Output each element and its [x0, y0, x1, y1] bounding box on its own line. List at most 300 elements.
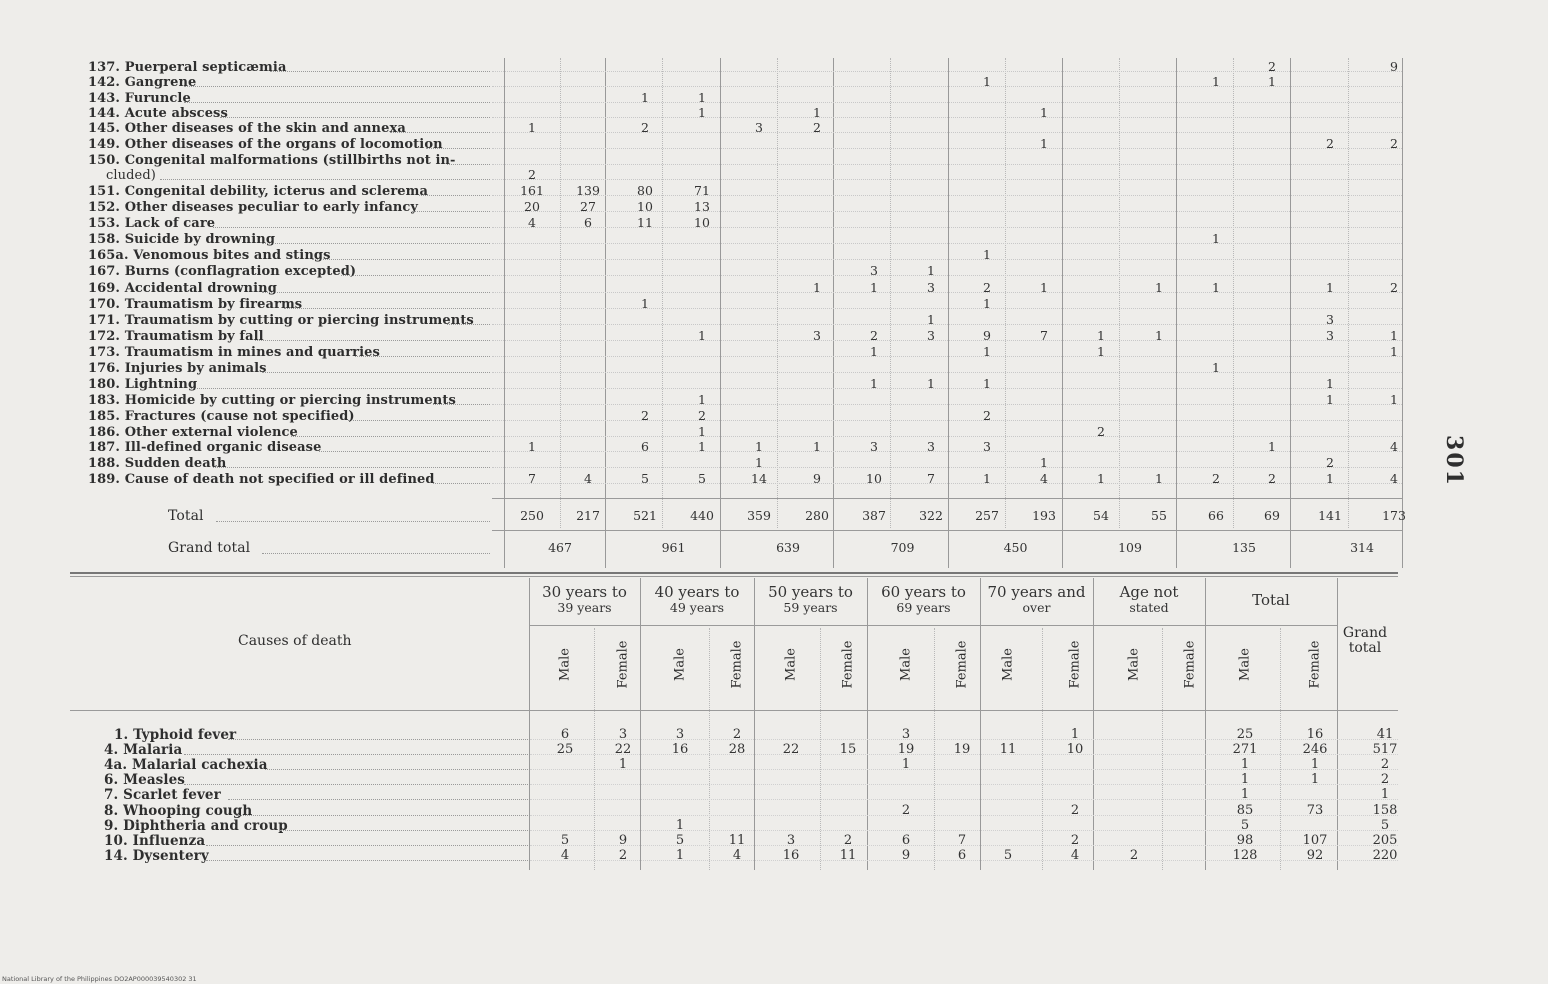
cell-value: 1: [1390, 328, 1398, 343]
total-value: 69: [1264, 508, 1280, 523]
age-group-title: 40 years to: [654, 583, 740, 601]
cell-value: 10: [866, 471, 882, 486]
cell-value: 9: [618, 833, 628, 848]
cell-value: 1: [870, 376, 878, 391]
cell-value: 10: [694, 215, 710, 230]
cell-value: 3: [927, 439, 935, 454]
female-column-header: Female: [729, 640, 745, 689]
group-separator: [1093, 578, 1094, 870]
column-separator: [720, 58, 721, 568]
cause-label: 145. Other diseases of the skin and annexa: [88, 121, 406, 136]
sex-separator: [1280, 628, 1281, 870]
grand-total-label: Grand total: [168, 540, 251, 556]
age-group-header: [1093, 585, 1205, 615]
total-value: 54: [1093, 508, 1109, 523]
cell-value: 4: [732, 848, 742, 863]
cell-value: 1: [983, 247, 991, 262]
dot-leader: [160, 179, 490, 180]
cause-label: 144. Acute abscess: [88, 106, 228, 121]
cell-value: 73: [1306, 803, 1324, 818]
age-group-subtitle: stated: [1129, 600, 1169, 615]
header-bottom-rule: [70, 710, 1398, 711]
grand-total-value: 709: [890, 540, 915, 555]
cell-value: 1: [870, 344, 878, 359]
sex-separator: [1162, 628, 1163, 870]
dot-leader: [236, 815, 528, 816]
cause-label: 189. Cause of death not specified or ill defined: [88, 472, 435, 487]
dot-leader: [228, 739, 528, 740]
row-dots: [492, 164, 1402, 165]
cell-value: 1: [641, 90, 649, 105]
cell-value: 71: [694, 183, 710, 198]
cell-value: 1: [983, 471, 991, 486]
column-separator: [504, 58, 505, 568]
dot-leader: [433, 483, 490, 484]
dot-leader: [447, 324, 490, 325]
cell-value: 1: [1240, 772, 1250, 787]
column-separator: [560, 58, 561, 528]
cell-value: 1: [1212, 231, 1220, 246]
cell-value: 1: [698, 105, 706, 120]
cell-value: 139: [576, 183, 600, 198]
age-group-title: Total: [1252, 591, 1290, 609]
cell-value: 7: [927, 471, 935, 486]
cell-value: 2: [1070, 803, 1080, 818]
grand-total-rule: [492, 530, 1402, 531]
female-column-header: Female: [1182, 640, 1198, 689]
cause-label: 158. Suicide by drowning: [88, 232, 276, 247]
cell-value: 11: [728, 833, 746, 848]
cell-value: 16: [671, 742, 689, 757]
cell-value: 1: [1268, 439, 1276, 454]
cell-value: 10: [637, 199, 653, 214]
cell-value: 1: [927, 263, 935, 278]
cell-value: 1: [1240, 787, 1250, 802]
cell-value: 1: [1040, 280, 1048, 295]
cell-value: 246: [1302, 742, 1328, 757]
cause-label: 7. Scarlet fever: [104, 787, 221, 803]
group-separator: [1205, 578, 1206, 870]
cell-value: 5: [560, 833, 570, 848]
column-separator: [1119, 58, 1120, 528]
cell-value: 1: [927, 312, 935, 327]
cell-value: 11: [637, 215, 653, 230]
cell-value: 1: [813, 280, 821, 295]
cell-value: 80: [637, 183, 653, 198]
cell-value: 1: [1310, 757, 1320, 772]
dot-leader: [262, 553, 490, 554]
cause-label: 173. Traumatism in mines and quarries: [88, 345, 380, 360]
cause-label: 8. Whooping cough: [104, 803, 253, 819]
dot-leader: [355, 356, 490, 357]
sex-separator: [1042, 628, 1043, 870]
group-underline: [1205, 625, 1337, 626]
total-label: Total: [168, 508, 204, 524]
grand-total-value: 961: [661, 540, 686, 555]
row-dots: [530, 784, 1398, 785]
cell-value: 22: [614, 742, 632, 757]
group-separator: [867, 578, 868, 870]
cell-value: 6: [584, 215, 592, 230]
age-group-header: [980, 585, 1093, 615]
group-separator: [1337, 578, 1338, 870]
dot-leader: [213, 227, 490, 228]
dot-leader: [419, 195, 490, 196]
total-value: 173: [1382, 508, 1406, 523]
total-value: 280: [805, 508, 829, 523]
row-dots: [530, 769, 1398, 770]
cell-value: 7: [957, 833, 967, 848]
cell-value: 1: [1268, 74, 1276, 89]
column-separator: [1176, 58, 1177, 568]
age-group-subtitle: 69 years: [896, 600, 951, 615]
cell-value: 271: [1232, 742, 1258, 757]
cell-value: 1: [698, 328, 706, 343]
row-dots: [492, 356, 1402, 357]
cell-value: 3: [870, 263, 878, 278]
cell-value: 1: [1097, 328, 1105, 343]
cause-label: 185. Fractures (cause not specified): [88, 409, 355, 424]
cell-value: 1: [1097, 471, 1105, 486]
age-group-title: Age not: [1119, 583, 1179, 601]
cell-value: 7: [1040, 328, 1048, 343]
cell-value: 19: [897, 742, 915, 757]
cell-value: 9: [1390, 59, 1398, 74]
page-number: 301: [1440, 435, 1467, 487]
dot-leader: [280, 830, 528, 831]
cell-value: 1: [618, 757, 628, 772]
row-dots: [530, 815, 1398, 816]
dot-leader: [341, 275, 491, 276]
cell-value: 25: [1236, 727, 1254, 742]
cell-value: 2: [1268, 59, 1276, 74]
dot-leader: [213, 467, 490, 468]
cell-value: 4: [528, 215, 536, 230]
male-column-header: Male: [1000, 648, 1016, 681]
cell-value: 3: [618, 727, 628, 742]
cell-value: 158: [1372, 803, 1398, 818]
cause-label: 180. Lightning: [88, 377, 198, 392]
cell-value: 11: [999, 742, 1017, 757]
female-column-header: Female: [954, 640, 970, 689]
cell-value: 1: [983, 74, 991, 89]
cell-value: 2: [1380, 772, 1390, 787]
dot-leader: [184, 86, 490, 87]
age-group-header: [529, 585, 640, 615]
male-column-header: Male: [898, 648, 914, 681]
cell-value: 4: [1040, 471, 1048, 486]
cause-label: 9. Diphtheria and croup: [104, 818, 288, 834]
row-dots: [492, 404, 1402, 405]
cell-value: 128: [1232, 848, 1258, 863]
age-group-header: [754, 585, 867, 615]
cell-value: 1: [1390, 392, 1398, 407]
cell-value: 7: [528, 471, 536, 486]
age-group-title: 30 years to: [542, 583, 627, 601]
dot-leader: [284, 308, 490, 309]
total-value: 322: [919, 508, 943, 523]
cell-value: 3: [927, 280, 935, 295]
cause-label: 150. Congenital malformations (stillbirths not in-: [88, 153, 456, 168]
cause-label: 183. Homicide by cutting or piercing instruments: [88, 393, 456, 408]
cell-value: 19: [953, 742, 971, 757]
cell-value: 161: [520, 183, 544, 198]
cell-value: 2: [1070, 833, 1080, 848]
cell-value: 9: [901, 848, 911, 863]
cell-value: 9: [983, 328, 991, 343]
cell-value: 107: [1302, 833, 1328, 848]
total-value: 387: [862, 508, 886, 523]
male-column-header: Male: [783, 648, 799, 681]
dot-leader: [412, 211, 491, 212]
grand-total-header: [1342, 626, 1388, 656]
cell-value: 20: [524, 199, 540, 214]
cell-value: 1: [1326, 376, 1334, 391]
cell-value: 2: [983, 408, 991, 423]
total-value: 359: [747, 508, 771, 523]
cell-value: 15: [839, 742, 857, 757]
cell-value: 1: [870, 280, 878, 295]
age-group-header: [640, 585, 754, 615]
cell-value: 6: [901, 833, 911, 848]
sex-separator: [820, 628, 821, 870]
grand-total-value: 639: [776, 540, 800, 555]
grand-total-header-line2: total: [1348, 640, 1382, 656]
male-column-header: Male: [557, 648, 573, 681]
cause-label: 171. Traumatism by cutting or piercing instruments: [88, 313, 474, 328]
age-group-header: [867, 585, 980, 615]
cell-value: 1: [1326, 392, 1334, 407]
cell-value: 5: [1240, 818, 1250, 833]
cause-label: 169. Accidental drowning: [88, 281, 277, 296]
cell-value: 1: [528, 439, 536, 454]
cell-value: 1: [1097, 344, 1105, 359]
cell-value: 1: [983, 296, 991, 311]
cell-value: 1: [813, 439, 821, 454]
cell-value: 1: [927, 376, 935, 391]
cause-label: 142. Gangrene: [88, 75, 197, 90]
cell-value: 220: [1372, 848, 1398, 863]
dot-leader: [447, 164, 490, 165]
group-separator: [529, 578, 530, 870]
cause-label: 6. Measles: [104, 772, 185, 788]
cell-value: 1: [901, 757, 911, 772]
cell-value: 2: [843, 833, 853, 848]
cell-value: 1: [1212, 360, 1220, 375]
cell-value: 2: [813, 120, 821, 135]
cause-label: 151. Congenital debility, icterus and sclerema: [88, 184, 429, 199]
cell-value: 2: [1390, 280, 1398, 295]
cell-value: 2: [1212, 471, 1220, 486]
cell-value: 3: [813, 328, 821, 343]
cause-label: 1. Typhoid fever: [114, 727, 237, 743]
grand-total-value: 467: [548, 540, 572, 555]
row-dots: [492, 179, 1402, 180]
female-column-header: Female: [1307, 640, 1323, 689]
row-dots: [492, 372, 1402, 373]
cell-value: 5: [1003, 848, 1013, 863]
dot-leader: [184, 754, 528, 755]
total-value: 193: [1032, 508, 1056, 523]
cell-value: 16: [782, 848, 800, 863]
female-column-header: Female: [1067, 640, 1083, 689]
cell-value: 1: [698, 90, 706, 105]
cell-value: 3: [1326, 312, 1334, 327]
cell-value: 4: [560, 848, 570, 863]
cell-value: 3: [870, 439, 878, 454]
cell-value: 6: [957, 848, 967, 863]
female-column-header: Female: [840, 640, 856, 689]
cell-value: 3: [983, 439, 991, 454]
total-value: 141: [1318, 508, 1342, 523]
cell-value: 1: [1040, 105, 1048, 120]
cell-value: 98: [1236, 833, 1254, 848]
total-rule: [492, 498, 1402, 499]
cause-label: 143. Furuncle: [88, 91, 191, 106]
male-column-header: Male: [672, 648, 688, 681]
column-separator: [1290, 58, 1291, 568]
dot-leader: [184, 102, 490, 103]
group-separator: [640, 578, 641, 870]
cell-value: 1: [983, 344, 991, 359]
row-dots: [492, 436, 1402, 437]
female-column-header: Female: [615, 640, 631, 689]
cell-value: 1: [698, 439, 706, 454]
cell-value: 2: [1097, 424, 1105, 439]
cell-value: 10: [1066, 742, 1084, 757]
cell-value: 1: [675, 848, 685, 863]
age-group-subtitle: 59 years: [783, 600, 838, 615]
sex-separator: [594, 628, 595, 870]
cause-label: 10. Influenza: [104, 833, 206, 849]
total-value: 521: [633, 508, 657, 523]
cause-label: 153. Lack of care: [88, 216, 216, 231]
cell-value: 3: [901, 727, 911, 742]
dot-leader: [433, 404, 490, 405]
causes-of-death-header: Causes of death: [238, 633, 352, 649]
cause-label: 149. Other diseases of the organs of locomotion: [88, 137, 443, 152]
cell-value: 4: [1070, 848, 1080, 863]
grand-total-value: 135: [1232, 540, 1256, 555]
cell-value: 2: [618, 848, 628, 863]
grand-total-header-line1: Grand: [1342, 625, 1388, 641]
cell-value: 1: [698, 392, 706, 407]
age-group-subtitle: 39 years: [557, 600, 612, 615]
age-group-header: [1205, 585, 1337, 608]
cell-value: 1: [1040, 136, 1048, 151]
age-group-title: 60 years to: [881, 583, 966, 601]
cell-value: 11: [839, 848, 857, 863]
cell-value: 3: [675, 727, 685, 742]
cell-value: 1: [1040, 455, 1048, 470]
total-value: 440: [690, 508, 714, 523]
cell-value: 2: [1326, 136, 1334, 151]
cause-label: 137. Puerperal septicæmia: [88, 60, 287, 75]
cell-value: 2: [732, 727, 742, 742]
dot-leader: [270, 71, 491, 72]
group-underline: [980, 625, 1093, 626]
cell-value: 41: [1376, 727, 1394, 742]
column-separator: [605, 58, 606, 568]
cell-value: 3: [755, 120, 763, 135]
cell-value: 6: [560, 727, 570, 742]
table-divider: [70, 576, 1398, 577]
cell-value: 25: [556, 742, 574, 757]
age-group-title: 70 years and: [987, 583, 1086, 601]
cell-value: 1: [698, 424, 706, 439]
cell-value: 5: [698, 471, 706, 486]
cell-value: 13: [694, 199, 710, 214]
cell-value: 3: [786, 833, 796, 848]
grand-total-value: 314: [1350, 540, 1374, 555]
total-value: 66: [1208, 508, 1224, 523]
cell-value: 22: [782, 742, 800, 757]
cell-value: 85: [1236, 803, 1254, 818]
cell-value: 5: [675, 833, 685, 848]
dot-leader: [206, 845, 528, 846]
dot-leader: [262, 243, 490, 244]
cell-value: 205: [1372, 833, 1398, 848]
cell-value: 1: [1070, 727, 1080, 742]
cell-value: 3: [1326, 328, 1334, 343]
sex-separator: [709, 628, 710, 870]
cause-label: 4a. Malarial cachexia: [104, 757, 268, 773]
male-column-header: Male: [1237, 648, 1253, 681]
cell-value: 2: [870, 328, 878, 343]
cause-label: 4. Malaria: [104, 742, 183, 758]
cell-value: 4: [1390, 471, 1398, 486]
age-group-subtitle: over: [1022, 600, 1051, 615]
total-value: 257: [975, 508, 999, 523]
cause-label: 170. Traumatism by firearms: [88, 297, 303, 312]
dot-leader: [262, 372, 490, 373]
cell-value: 1: [983, 376, 991, 391]
cell-value: 4: [584, 471, 592, 486]
total-value: 217: [576, 508, 600, 523]
dot-leader: [255, 340, 490, 341]
cell-value: 2: [901, 803, 911, 818]
cell-value: 1: [1155, 328, 1163, 343]
row-dots: [492, 259, 1402, 260]
cell-value: 1: [675, 818, 685, 833]
row-dots: [492, 243, 1402, 244]
cell-value: 92: [1306, 848, 1324, 863]
dot-leader: [216, 521, 490, 522]
group-underline: [1093, 625, 1205, 626]
cell-value: 1: [1326, 471, 1334, 486]
cell-value: 28: [728, 742, 746, 757]
group-underline: [640, 625, 754, 626]
cause-label: 152. Other diseases peculiar to early infancy: [88, 200, 419, 215]
group-separator: [754, 578, 755, 870]
cell-value: 2: [528, 167, 536, 182]
cause-label: 172. Traumatism by fall: [88, 329, 264, 344]
cell-value: 2: [1326, 455, 1334, 470]
cell-value: 3: [927, 328, 935, 343]
cause-label: 165a. Venomous bites and stings: [88, 248, 331, 263]
cell-value: 14: [751, 471, 767, 486]
cell-value: 1: [1240, 757, 1250, 772]
cell-value: 1: [755, 455, 763, 470]
cell-value: 2: [698, 408, 706, 423]
group-underline: [529, 625, 640, 626]
cell-value: 1: [1155, 280, 1163, 295]
cell-value: 1: [641, 296, 649, 311]
cell-value: 2: [1390, 136, 1398, 151]
cell-value: 517: [1372, 742, 1398, 757]
cell-value: 1: [1155, 471, 1163, 486]
column-separator: [1402, 58, 1403, 568]
